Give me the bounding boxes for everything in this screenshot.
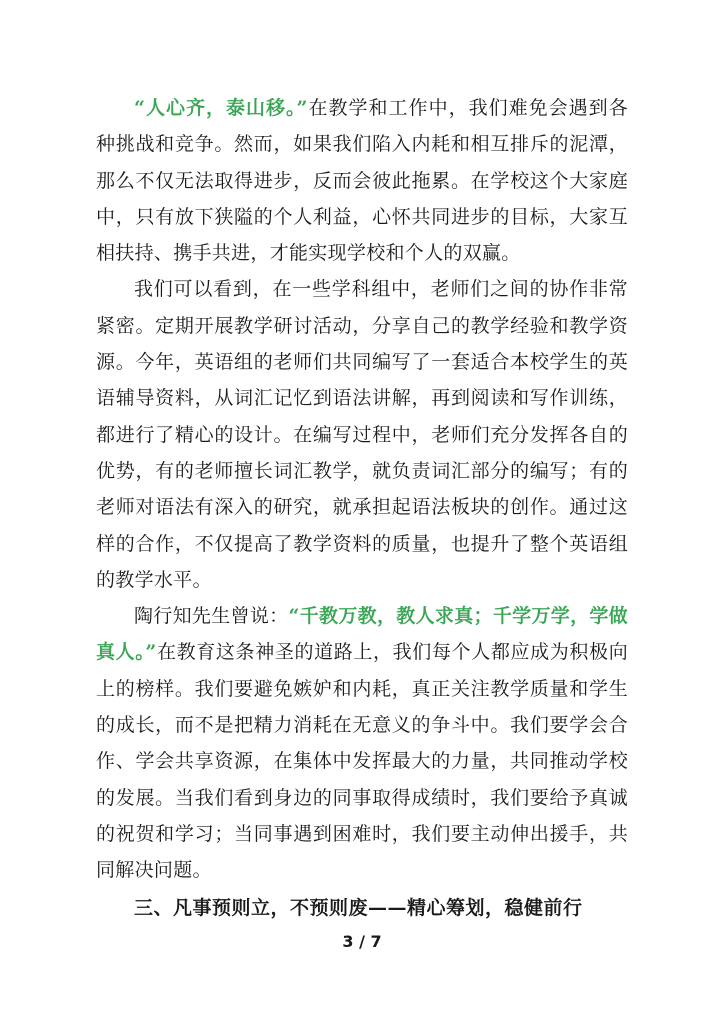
paragraph-3-text: 在教育这条神圣的道路上，我们每个人都应成为积极向上的榜样。我们要避免嫉妒和内耗，真正关注教学质量和学生的成长，而不是把精力消耗在无意义的争斗中。我们要学会合作、学会共享资源，在集体中发挥最大的力量，共同推动学校的发展。当我们看到身边的同事取得成绩时，我们要给予真诚的祝贺和学习；当同事遇到困难时，我们要主动伸出援手，共同解决问题。 — [96, 641, 628, 882]
section-heading: 三、凡事预则立，不预则废——精心筹划，稳健前行 — [134, 897, 583, 919]
paragraph-1-text: 在教学和工作中，我们难免会遇到各种挑战和竞争。然而，如果我们陷入内耗和相互排斥的泥潭，那么不仅无法取得进步，反而会彼此拖累。在学校这个大家庭中，只有放下狭隘的个人利益，心怀共同进步的目标，大家互相扶持、携手共进，才能实现学校和个人的双赢。 — [96, 97, 628, 265]
quote-unity: “人心齐，泰山移。” — [134, 97, 308, 119]
paragraph-3-lead: 陶行知先生曾说： — [134, 605, 289, 628]
paragraph-1 — [96, 90, 628, 271]
page-number: 3 / 7 — [342, 932, 382, 951]
quote-tao-xingzhi: “千教万教，教人求真；千学万学，学做真人。” — [96, 605, 628, 664]
paragraph-2 — [96, 271, 628, 598]
paragraph-2-text: 我们可以看到，在一些学科组中，老师们之间的协作非常紧密。定期开展教学研讨活动，分享自己的教学经验和教学资源。今年，英语组的老师们共同编写了一套适合本校学生的英语辅导资料，从词汇记忆到语法讲解，再到阅读和写作训练，都进行了精心的设计。在编写过程中，老师们充分发挥各自的优势，有的老师擅长词汇教学，就负责词汇部分的编写；有的老师对语法有深入的研究，就承担起语法板块的创作。通过这样的合作，不仅提高了教学资料的质量，也提升了整个英语组的教学水平。 — [96, 278, 628, 591]
paragraph-3 — [96, 598, 628, 888]
body-text — [96, 90, 628, 889]
